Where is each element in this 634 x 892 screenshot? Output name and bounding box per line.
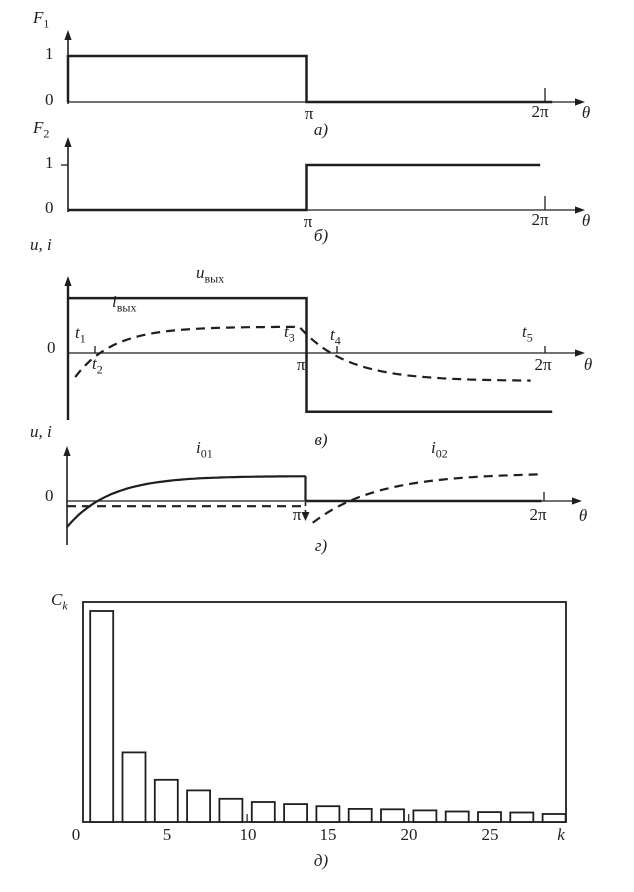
- curve-F2: [68, 165, 540, 210]
- spectrum-bar-k5: [155, 780, 178, 822]
- panel-d-xtick-20: 20: [400, 825, 418, 844]
- x-axis-arrow-g: [572, 497, 582, 504]
- panel-d-section-label: д): [313, 851, 329, 870]
- panel-b-tick-pi: π: [303, 212, 313, 231]
- panel-d-x-label: k: [557, 825, 565, 844]
- time-mark-t3: $t_3$: [284, 322, 295, 345]
- panel-g-tick-pi: π: [292, 505, 302, 524]
- curve-u_vykh: [68, 298, 552, 412]
- time-mark-t2: $t_2$: [92, 354, 103, 377]
- panel-v-y-label: u, i: [30, 235, 52, 254]
- panel-b-y-label: $F_2$: [33, 118, 50, 141]
- spectrum-bar-k25: [478, 812, 501, 822]
- spectrum-bar-k29: [543, 814, 566, 822]
- curve-label-i02: $i_{02}$: [431, 438, 448, 461]
- y-axis-arrow-v: [64, 276, 71, 286]
- panel-d-xtick-10: 10: [239, 825, 257, 844]
- panel-d-xtick-0: 0: [71, 825, 81, 844]
- y-axis-arrow-g: [63, 446, 70, 456]
- panel-a-x-label: θ: [581, 103, 591, 122]
- panel-d-y-label: $C_k$: [51, 590, 68, 613]
- time-mark-t4: $t_4$: [330, 325, 341, 348]
- time-mark-t1: $t_1$: [75, 323, 86, 346]
- panel-a-y-label: $F_1$: [33, 8, 50, 31]
- panel-a-tick-2pi: 2π: [531, 102, 549, 121]
- spectrum-bar-k11: [252, 802, 275, 822]
- panel-g-x-label: θ: [578, 506, 588, 525]
- curve-label-i-out: $i_{вых}$: [112, 292, 137, 315]
- panel-g-y-label: u, i: [30, 422, 52, 441]
- panel-b-x-label: θ: [581, 211, 591, 230]
- panel-a-tick-1: 1: [45, 44, 54, 63]
- spectrum-bar-k13: [284, 804, 307, 822]
- panel-g-section-label: г): [314, 536, 328, 555]
- panel-d-xtick-5: 5: [162, 825, 172, 844]
- curve-label-i01: $i_{01}$: [196, 438, 213, 461]
- panel-d-xtick-25: 25: [481, 825, 499, 844]
- panel-a-tick-pi: π: [304, 104, 314, 123]
- spectrum-bar-k7: [187, 790, 210, 822]
- spectrum-bar-k17: [349, 809, 372, 822]
- panel-b-section-label: б): [313, 226, 329, 245]
- panel-a-section-label: а): [313, 120, 329, 139]
- panel-b-tick-2pi: 2π: [531, 210, 549, 229]
- panel-b-tick-1: 1: [45, 153, 54, 172]
- curve-F1: [68, 56, 552, 102]
- panel-d-xtick-15: 15: [319, 825, 337, 844]
- curve-label-u-out: $u_{вых}$: [196, 263, 225, 286]
- spectrum-bar-k21: [413, 810, 436, 822]
- panel-g-tick-0: 0: [45, 486, 54, 505]
- spectrum-bar-k27: [510, 813, 533, 823]
- panel-v-x-label: θ: [583, 355, 593, 374]
- panel-b-tick-0: 0: [45, 198, 54, 217]
- curve-i02: [313, 474, 542, 523]
- panel-v-tick-0: 0: [47, 338, 56, 357]
- panel-v-tick-pi: π: [296, 355, 306, 374]
- y-axis-arrow-b: [64, 137, 71, 147]
- panel-a-tick-0: 0: [45, 90, 54, 109]
- spectrum-bar-k15: [316, 806, 339, 822]
- panel-v-section-label: в): [314, 430, 328, 449]
- y-axis-arrow-a: [64, 30, 71, 40]
- spectrum-bar-k1: [90, 611, 113, 822]
- spectrum-bar-k3: [123, 752, 146, 822]
- spectrum-bar-k19: [381, 809, 404, 822]
- time-mark-t5: $t_5$: [522, 322, 533, 345]
- panel-v-tick-2pi: 2π: [534, 355, 552, 374]
- spectrum-bar-k9: [219, 799, 242, 822]
- spectrum-bar-k23: [446, 812, 469, 823]
- panel-g-tick-2pi: 2π: [529, 505, 547, 524]
